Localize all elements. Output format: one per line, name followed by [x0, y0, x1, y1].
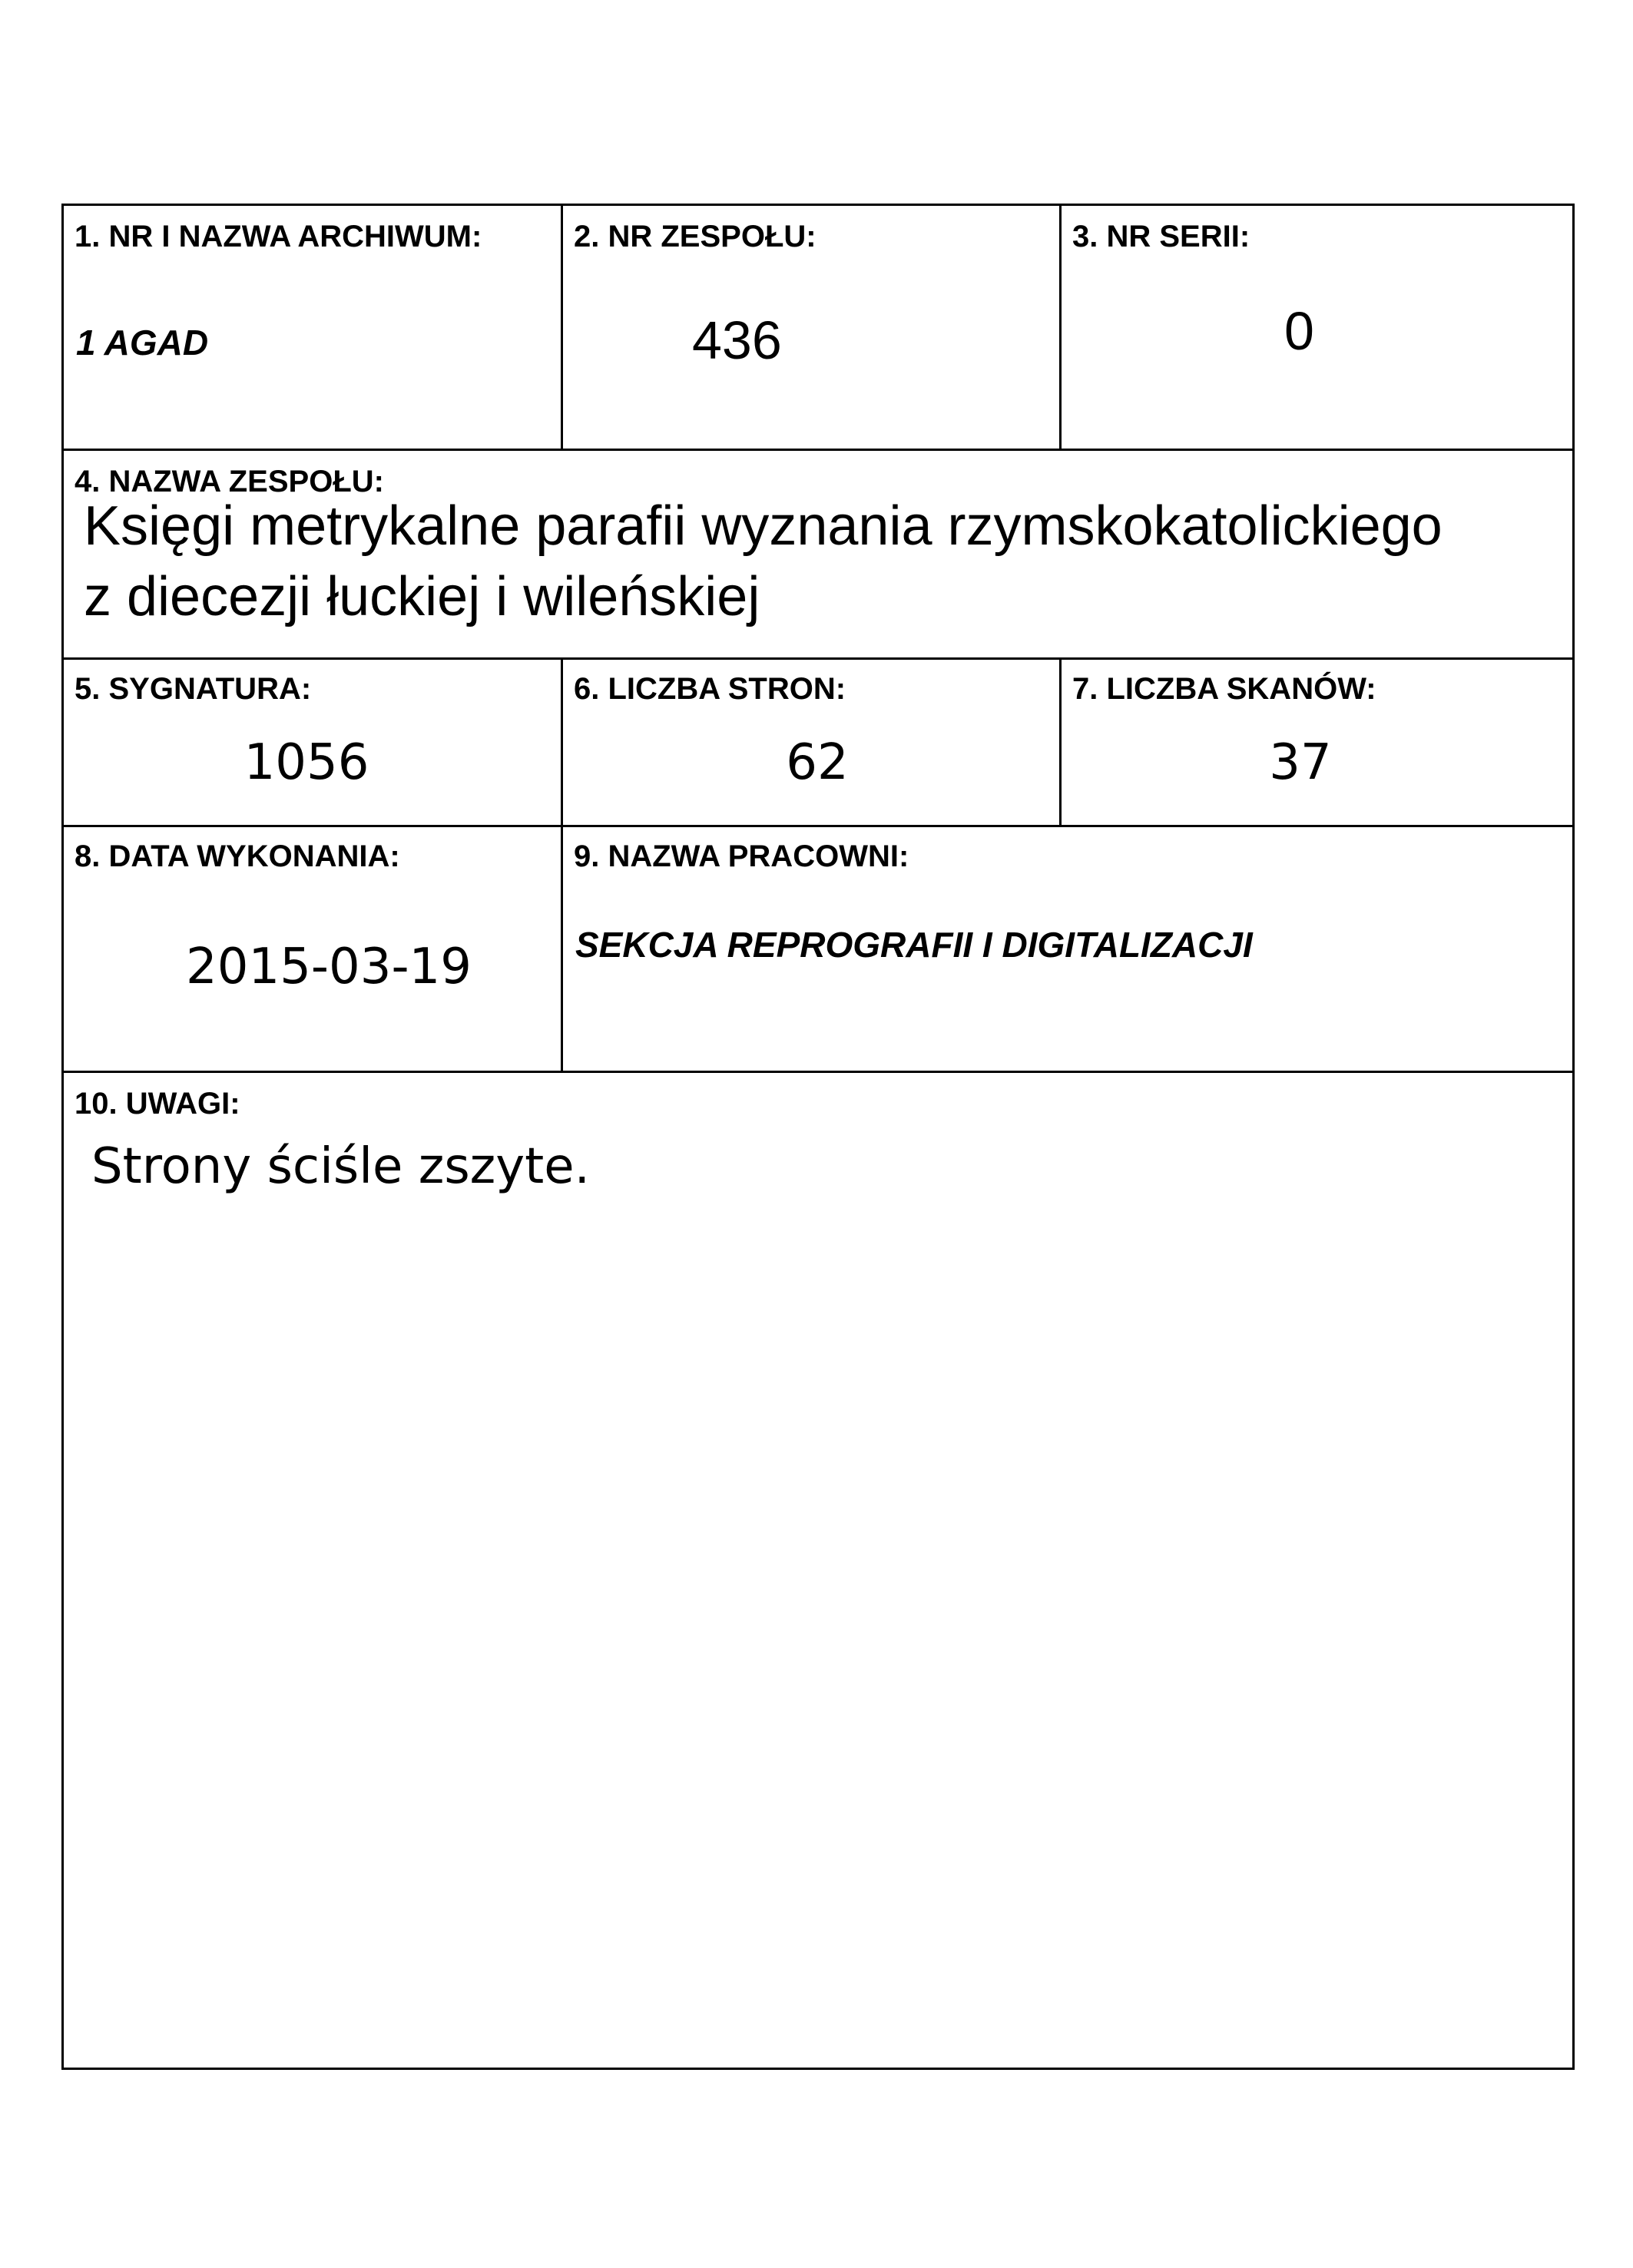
workshop-label: 9. NAZWA PRACOWNI: [574, 839, 909, 873]
scan-count-label: 7. LICZBA SKANÓW: [1072, 672, 1376, 706]
remarks-cell [64, 1073, 1572, 2068]
remarks-label: 10. UWAGI: [75, 1087, 240, 1121]
archive-cell [64, 206, 561, 449]
scan-count-cell [1062, 660, 1572, 825]
series-number-value: 0 [1284, 301, 1314, 361]
signature-cell [64, 660, 561, 825]
metadata-form [61, 204, 1575, 2070]
fonds-name-cell [64, 451, 1572, 657]
fonds-number-label: 2. NR ZESPOŁU: [574, 220, 816, 253]
scan-count-value: 37 [1269, 734, 1332, 791]
archive-label: 1. NR I NAZWA ARCHIWUM: [75, 220, 482, 253]
signature-value: 1056 [243, 734, 369, 791]
date-cell [64, 827, 561, 1071]
date-value: 2015-03-19 [186, 939, 472, 995]
series-number-label: 3. NR SERII: [1072, 220, 1250, 253]
fonds-name-line2: z diecezji łuckiej i wileńskiej [84, 566, 760, 627]
fonds-name-label: 4. NAZWA ZESPOŁU: [75, 465, 384, 498]
page-count-value: 62 [786, 734, 849, 791]
remarks-value: Strony ściśle zszyte. [91, 1138, 590, 1195]
page-count-cell [563, 660, 1059, 825]
fonds-name-value [84, 491, 1443, 632]
workshop-value: SEKCJA REPROGRAFII I DIGITALIZACJI [575, 925, 1253, 965]
date-label: 8. DATA WYKONANIA: [75, 839, 400, 873]
fonds-name-line1: Księgi metrykalne parafii wyznania rzymskokatolickiego [84, 495, 1443, 557]
signature-label: 5. SYGNATURA: [75, 672, 312, 706]
fonds-number-cell [563, 206, 1059, 449]
fonds-number-value: 436 [692, 310, 782, 370]
workshop-cell [563, 827, 1572, 1071]
series-number-cell [1062, 206, 1572, 449]
archive-value: 1 AGAD [76, 323, 209, 363]
page-count-label: 6. LICZBA STRON: [574, 672, 846, 706]
